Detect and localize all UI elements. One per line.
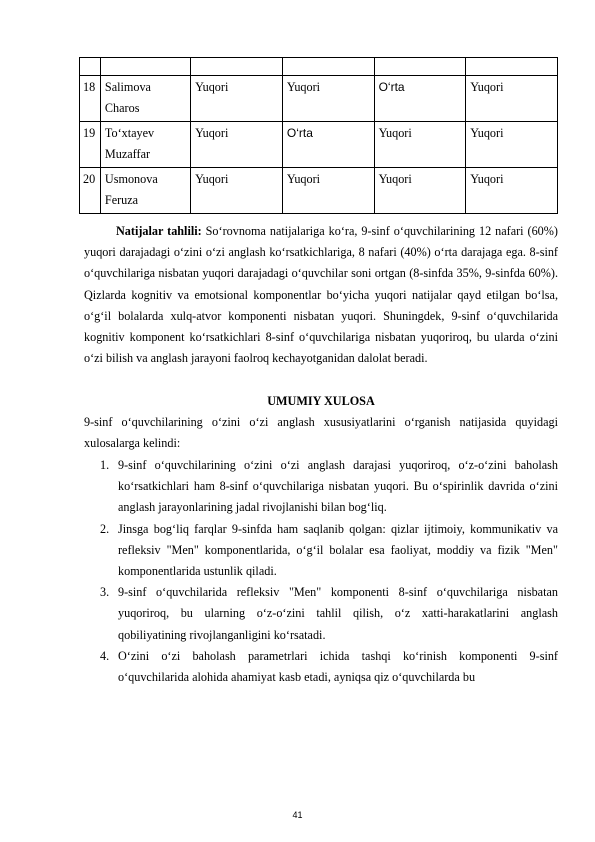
results-body: So‘rovnoma natijalariga ko‘ra, 9-sinf o‘quvchilarining 12 nafari (60%) yuqori darajadagi o‘zini o‘zi anglash ko‘rsatkichlariga, 8 nafari (40%) o‘rta darajaga ega. 8-sinf o‘quvchilariga nisbatan yuqori darajadagi o‘quvchilar soni ortgan (8-sinfda 35%, 9-sinfda 60%). Qizlarda kognitiv va emotsional komponentlar bo‘yicha yuqori natijalar qayd etilgan bo‘lsa, o‘g‘il bolalarda xulq-atvor komponenti nisbatan yuqori. Shuningdek, 9-sinf o‘quvchilarida kognitiv komponent ko‘rsatkichlari 8-sinf o‘quvchilariga nisbatan yuqoriroq, bu ularda o‘zini o‘zi bilish va anglash jarayoni faolroq kechayotganidan dalolat beradi.: [84, 224, 558, 366]
student-surname: Salimova: [104, 80, 151, 94]
level-cell: O‘rta: [374, 76, 466, 122]
header-cell: [466, 58, 558, 76]
header-cell: [191, 58, 283, 76]
list-item-text: O‘zini o‘zi baholash parametrlari ichida tashqi ko‘rinish komponenti 9-sinf o‘quvchilarida alohida ahamiyat kasb etadi, ayniqsa qiz o‘quvchilarda bu: [118, 648, 558, 685]
level-cell: Yuqori: [374, 168, 466, 214]
section-heading: UMUMIY XULOSA: [267, 394, 375, 408]
level-cell: Yuqori: [466, 168, 558, 214]
list-item-text: 9-sinf o‘quvchilarining o‘zini o‘zi anglash darajasi yuqoriroq, o‘z-o‘zini baholash ko‘rsatkichlari ham 8-sinf o‘quvchilariga nisbatan yuqori. Bu o‘spirinlik davrida o‘zini anglash jarayonlarining jadal rivojlanishi bilan bog‘liq.: [118, 458, 558, 515]
level-cell: Yuqori: [374, 122, 466, 168]
row-number: 18: [80, 76, 101, 122]
table-header-row: [80, 58, 558, 76]
level-cell: O‘rta: [282, 122, 374, 168]
row-number: 20: [80, 168, 101, 214]
student-name: [100, 76, 190, 122]
list-marker: 3.: [100, 585, 110, 600]
list-item: [84, 455, 558, 519]
list-item-text: 9-sinf o‘quvchilarida refleksiv "Men" komponenti 8-sinf o‘quvchilariga nisbatan yuqoriroq, bu ularning o‘z-o‘zini tahlil qilish, o‘z xatti-harakatlarini anglash qobiliyatining rivojlanganligini ko‘rsatadi.: [118, 585, 558, 642]
level-cell: Yuqori: [191, 168, 283, 214]
header-cell: [282, 58, 374, 76]
student-firstname: Feruza: [104, 193, 139, 207]
list-item: [84, 646, 558, 688]
row-number: 19: [80, 122, 101, 168]
student-name: [100, 168, 190, 214]
level-cell: Yuqori: [282, 168, 374, 214]
conclusions-list: [84, 455, 558, 688]
student-firstname: Muzaffar: [104, 147, 151, 161]
level-cell: Yuqori: [191, 76, 283, 122]
student-firstname: Charos: [104, 101, 140, 115]
student-name: [100, 122, 190, 168]
page-number: 41: [292, 810, 303, 820]
intro-paragraph: 9-sinf o‘quvchilarining o‘zini o‘zi anglash xususiyatlarini o‘rganish natijasida quyidagi xulosalarga kelindi:: [84, 415, 558, 451]
level-cell: Yuqori: [466, 122, 558, 168]
level-cell: Yuqori: [191, 122, 283, 168]
header-cell: [80, 58, 101, 76]
list-marker: 1.: [100, 458, 110, 472]
level-cell: Yuqori: [282, 76, 374, 122]
table-row: [80, 76, 558, 122]
list-marker: 2.: [100, 521, 110, 536]
list-item: [84, 582, 558, 646]
table-row: [80, 168, 558, 214]
header-cell: [374, 58, 466, 76]
list-item-text: Jinsga bog‘liq farqlar 9-sinfda ham saqlanib qolgan: qizlar ijtimoiy, kommunikativ va refleksiv "Men" komponentlarida, o‘g‘il bolalar esa faoliyat, moddiy va fizik "Men" komponentlarida ustunlik qiladi.: [118, 521, 558, 579]
results-table: [79, 57, 558, 214]
results-lead: Natijalar tahlili:: [116, 224, 202, 238]
student-surname: Usmonova: [104, 172, 158, 186]
level-cell: Yuqori: [466, 76, 558, 122]
list-item: [84, 519, 558, 583]
list-marker: 4.: [100, 648, 110, 663]
student-surname: To‘xtayev: [104, 126, 155, 140]
results-paragraph: [84, 221, 558, 369]
table-row: [80, 122, 558, 168]
header-cell: [100, 58, 190, 76]
